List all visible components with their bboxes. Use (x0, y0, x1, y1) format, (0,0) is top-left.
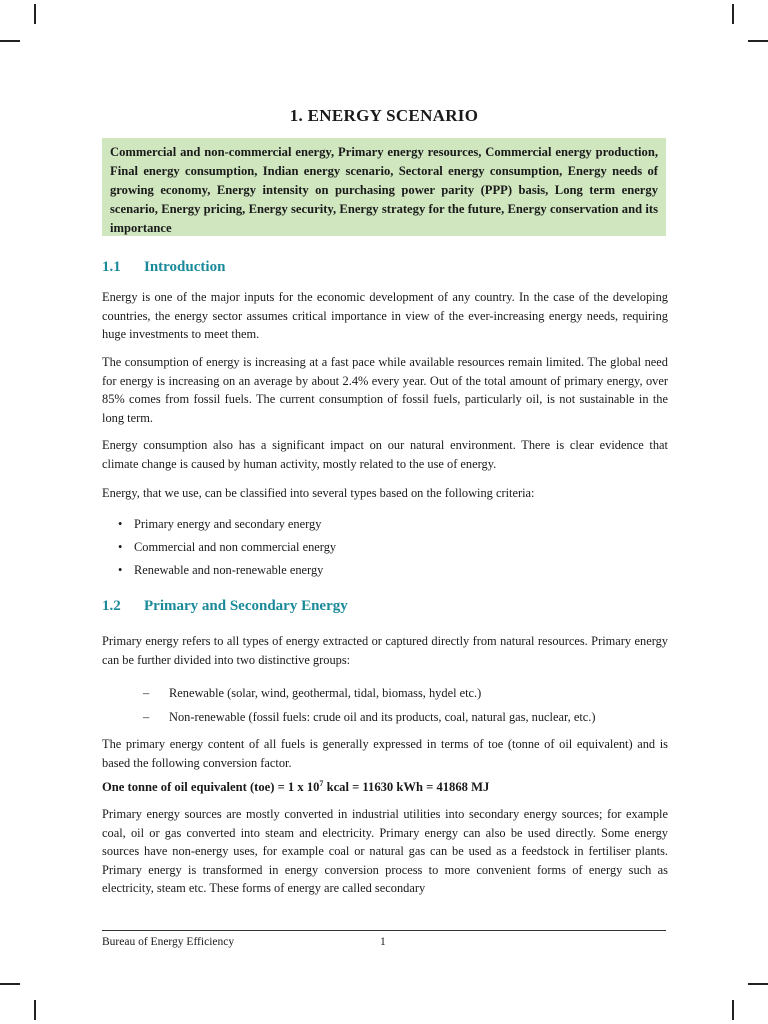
crop-mark (748, 983, 768, 985)
footer-divider (102, 930, 666, 931)
section-heading-introduction (102, 259, 225, 276)
crop-mark (34, 4, 36, 24)
page-number: 1 (380, 936, 386, 948)
crop-mark (732, 4, 734, 24)
conversion-formula: One tonne of oil equivalent (toe) = 1 x $10^7$ kcal = 11630 kWh = 41868 MJ (102, 779, 490, 795)
paragraph: Energy is one of the major inputs for the economic development of any country. In the case of the developing countries, the energy sector assumes critical importance in view of the ever-increasing energy needs, requiring huge investments to meet them. (102, 290, 668, 342)
list-item: • Primary energy and secondary energy (118, 517, 322, 531)
paragraph: Primary energy sources are mostly converted in industrial utilities into secondary energy sources; for example coal, oil or gas converted into steam and electricity. Primary energy can also be used directly. Some energy sources have non-energy uses, for example coal or natural gas can be used as a feedstock in fertiliser plants. Primary energy is transformed in energy conversion process to more convenient forms of energy such as electricity, steam etc. These forms of energy are called secondary (102, 807, 668, 896)
list-item-text: Commercial and non commercial energy (134, 540, 337, 554)
list-item: • Renewable and non-renewable energy (118, 563, 324, 577)
crop-mark (0, 40, 20, 42)
crop-mark (0, 983, 20, 985)
list-item: – Renewable (solar, wind, geothermal, tidal, biomass, hydel etc.) (143, 686, 482, 700)
paragraph: Primary energy refers to all types of energy extracted or captured directly from natural resources. Primary energy can be further divided into two distinctive groups: (102, 634, 668, 667)
section-title: Primary and Secondary Energy (144, 598, 348, 614)
list-item: – Non-renewable (fossil fuels: crude oil and its products, coal, natural gas, nuclear, etc.) (143, 710, 596, 724)
list-item-text: Renewable (solar, wind, geothermal, tidal, biomass, hydel etc.) (169, 686, 482, 700)
section-title: Introduction (144, 259, 226, 275)
keywords-box: Commercial and non-commercial energy, Primary energy resources, Commercial energy production, Final energy consumption, Indian energy scenario, Sectoral energy consumption, Energy needs of growing economy, Energy intensity on purchasing power parity (PPP) basis, Long term energy scenario, Energy pricing, Energy security, Energy strategy for the future, Energy conservation and its importance (102, 138, 666, 236)
paragraph: The primary energy content of all fuels is generally expressed in terms of toe (tonne of oil equivalent) and is based the following conversion factor. (102, 737, 668, 770)
crop-mark (34, 1000, 36, 1020)
paragraph: The consumption of energy is increasing at a fast pace while available resources remain limited. The global need for energy is increasing on an average by about 2.4% every year. Out of the total amount of primary energy, over 85% comes from fossil fuels. The current consumption of fossil fuels, particularly oil, is not sustainable in the long term. (102, 355, 668, 425)
section-heading-primary-secondary (102, 598, 348, 615)
crop-mark (732, 1000, 734, 1020)
list-item-text: Non-renewable (fossil fuels: crude oil and its products, coal, natural gas, nuclear, etc.) (169, 710, 596, 724)
list-item-text: Primary energy and secondary energy (134, 517, 322, 531)
section-number: 1.2 (102, 598, 121, 614)
list-item: • Commercial and non commercial energy (118, 540, 337, 554)
paragraph: Energy, that we use, can be classified into several types based on the following criteria: (102, 486, 535, 500)
list-item-text: Renewable and non-renewable energy (134, 563, 324, 577)
footer-publisher: Bureau of Energy Efficiency (102, 936, 235, 948)
section-number: 1.1 (102, 259, 121, 275)
chapter-title: 1. ENERGY SCENARIO (289, 106, 479, 125)
crop-mark (748, 40, 768, 42)
paragraph: Energy consumption also has a significant impact on our natural environment. There is clear evidence that climate change is caused by human activity, mostly related to the use of energy. (102, 438, 668, 471)
